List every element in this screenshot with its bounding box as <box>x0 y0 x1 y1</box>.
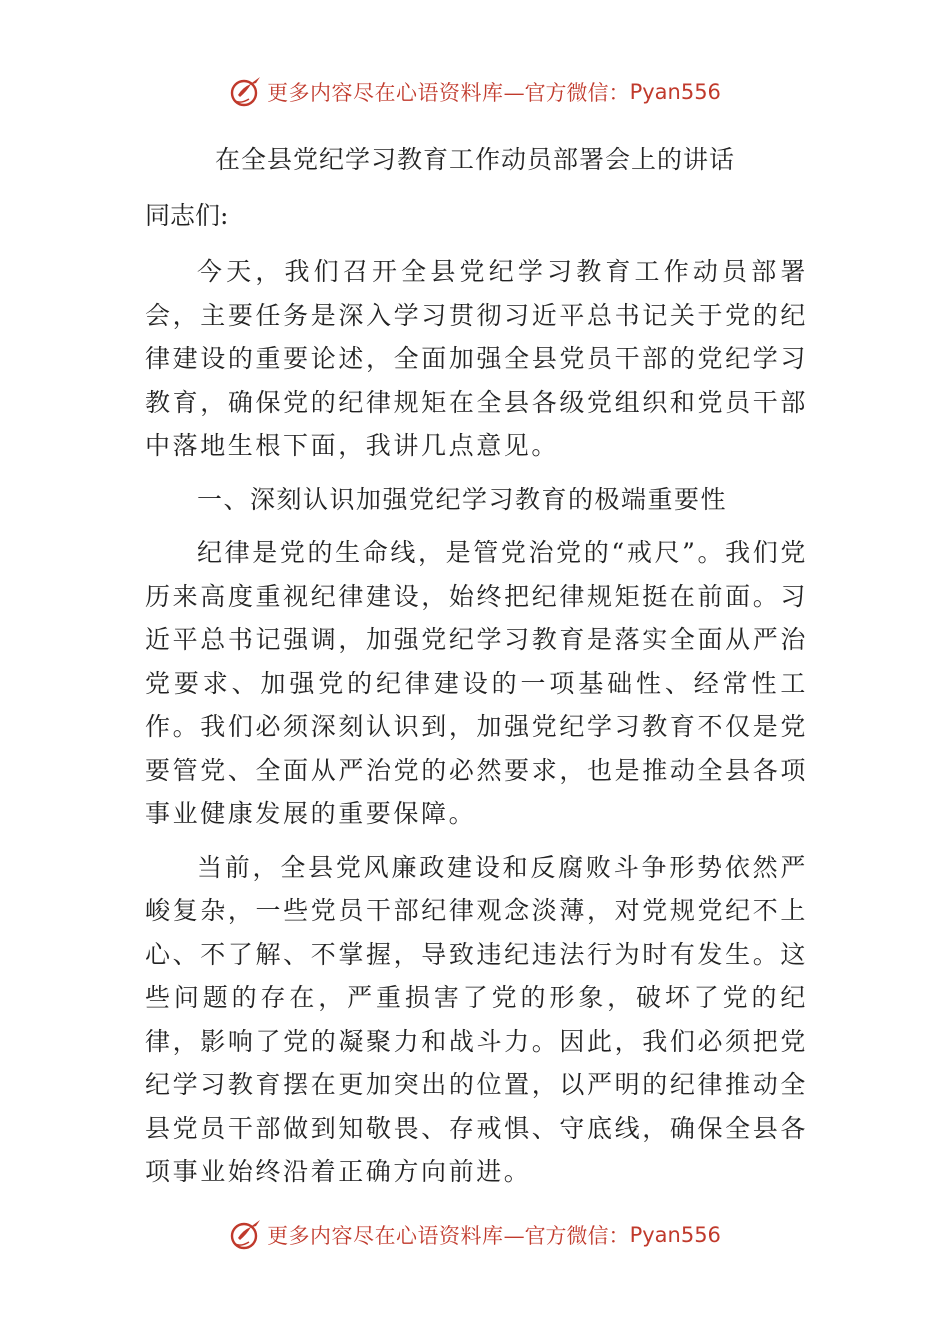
paragraph-discipline: 纪律是党的生命线，是管党治党的“戒尺”。我们党历来高度重视纪律建设，始终把纪律规矩挺在前面。习近平总书记强调，加强党纪学习教育是落实全面从严治党要求、加强党的纪律建设的一项基础性、经常性工作。我们必须深刻认识到，加强党纪学习教育不仅是党要管党、全面从严治党的必然要求，也是推动全县各项事业健康发展的重要保障。 <box>145 538 808 828</box>
section-heading-1: 一、深刻认识加强党纪学习教育的极端重要性 <box>197 484 728 514</box>
watermark-main-text: 更多内容尽在心语资料库 <box>267 81 504 105</box>
footer-watermark <box>0 1213 950 1257</box>
document-body <box>145 250 808 1204</box>
document-title: 在全县党纪学习教育工作动员部署会上的讲话 <box>214 145 735 174</box>
paragraph-intro: 今天，我们召开全县党纪学习教育工作动员部署会，主要任务是深入学习贯彻习近平总书记关于党的纪律建设的重要论述，全面加强全县党员干部的党纪学习教育，确保党的纪律规矩在全县各级党组织和党员干部中落地生根下面，我讲几点意见。 <box>145 257 808 460</box>
watermark-wechat-id: Pyan556 <box>629 80 721 104</box>
watermark-sub-text: —官方微信： <box>503 1224 630 1248</box>
salutation: 同志们: <box>145 201 229 230</box>
watermark-main-text: 更多内容尽在心语资料库 <box>267 1224 504 1248</box>
watermark-sub-text: —官方微信： <box>503 81 630 105</box>
watermark-wechat-id: Pyan556 <box>629 1223 721 1247</box>
quill-logo-icon <box>229 75 263 109</box>
header-watermark <box>0 70 950 114</box>
paragraph-current-situation: 当前，全县党风廉政建设和反腐败斗争形势依然严峻复杂，一些党员干部纪律观念淡薄，对党规党纪不上心、不了解、不掌握，导致违纪违法行为时有发生。这些问题的存在，严重损害了党的形象，破坏了党的纪律，影响了党的凝聚力和战斗力。因此，我们必须把党纪学习教育摆在更加突出的位置，以严明的纪律推动全县党员干部做到知敬畏、存戒惧、守底线，确保全县各项事业始终沿着正确方向前进。 <box>145 852 808 1186</box>
quill-logo-icon <box>229 1218 263 1252</box>
